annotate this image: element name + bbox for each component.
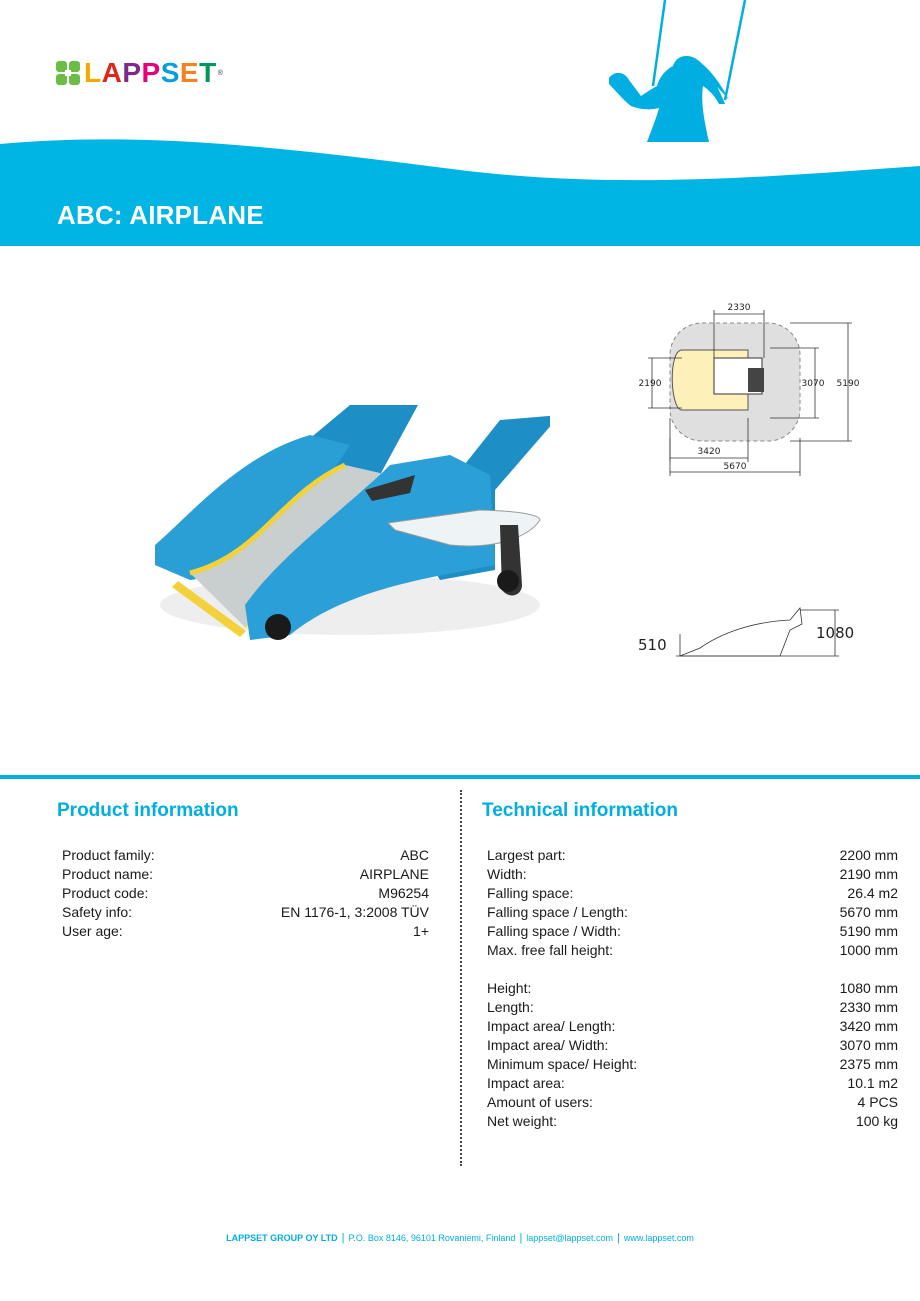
info-value: 2375 mm [839,1056,898,1072]
info-row [487,1093,898,1112]
side-right-dim-label: 1080 [816,624,855,642]
trademark-symbol: ® [217,69,223,77]
info-label: Net weight: [487,1113,558,1129]
clover-icon [56,61,80,85]
info-row [62,846,429,865]
info-value: 5670 mm [839,904,898,920]
info-row [487,1017,898,1036]
logo-letter: E [179,57,200,88]
logo-letter: T [199,57,217,88]
info-row [487,1112,898,1131]
logo-letter: L [84,57,102,88]
info-label: Impact area/ Length: [487,1018,616,1034]
info-row [62,884,429,903]
logo-letter: P [141,57,161,88]
footer-address: P.O. Box 8146, 96101 Rovaniemi, Finland [348,1233,516,1243]
info-row [62,865,429,884]
info-row [62,903,429,922]
info-value: 10.1 m2 [847,1075,898,1091]
spacer-row [487,960,898,979]
page-title: ABC: AIRPLANE [57,200,264,230]
footer: LAPPSET GROUP OY LTD | P.O. Box 8146, 96101 Rovaniemi, Finland | lappset@lappset.com | www.lappset.com [226,1232,694,1244]
info-label: Length: [487,999,534,1015]
info-label: Max. free fall height: [487,942,614,958]
plan-top-dim-label: 2330 [727,303,751,313]
info-row [487,865,898,884]
info-label: Falling space / Length: [487,904,628,920]
footer-email-link[interactable]: lappset@lappset.com [526,1233,613,1243]
info-label: Safety info: [62,904,133,920]
lappset-logo [56,58,223,88]
info-label: Product name: [62,866,154,882]
logo-letter: S [160,57,180,88]
plan-bottom-outer-dim-label: 5670 [723,462,747,472]
info-value: 5190 mm [839,923,898,939]
info-value: ABC [400,847,429,863]
info-value: 2190 mm [839,866,898,882]
product-info-heading: Product information [57,800,239,821]
info-value: 1+ [413,923,429,939]
info-row [487,941,898,960]
info-value: 4 PCS [857,1094,898,1110]
logo-letter: P [122,57,142,88]
info-row [487,846,898,865]
info-value: EN 1176-1, 3:2008 TÜV [280,904,429,920]
info-value: 26.4 m2 [847,885,898,901]
info-value: 3420 mm [839,1018,898,1034]
info-row [487,1036,898,1055]
info-row [487,979,898,998]
airplane-slide-render [150,395,550,655]
technical-info-table [487,846,898,1131]
logo-letter: A [101,57,123,88]
side-left-dim-label: 510 [638,636,667,654]
footer-company: LAPPSET GROUP OY LTD [226,1233,338,1243]
info-label: User age: [62,923,123,939]
plan-right-inner-dim-label: 3070 [801,379,825,389]
info-label: Width: [487,866,527,882]
info-label: Amount of users: [487,1094,593,1110]
technical-info-heading: Technical information [482,800,679,821]
info-label: Impact area: [487,1075,565,1091]
column-divider [460,790,462,1166]
plan-bottom-inner-dim-label: 3420 [697,447,721,457]
footer-website-link[interactable]: www.lappset.com [623,1233,694,1243]
info-row [487,884,898,903]
info-label: Largest part: [487,847,566,863]
info-value: 1000 mm [839,942,898,958]
product-info-table [62,846,429,941]
info-label: Product family: [62,847,155,863]
swing-girl-illustration [595,0,755,142]
info-value: M96254 [378,885,429,901]
section-divider [0,775,920,779]
info-row [487,998,898,1017]
info-label: Falling space: [487,885,574,901]
info-row [487,1074,898,1093]
side-view-drawing [630,600,870,662]
plan-view-drawing [630,298,870,478]
logo-wordmark [84,58,217,88]
info-row [487,903,898,922]
info-row [487,1055,898,1074]
info-label: Falling space / Width: [487,923,621,939]
plan-left-dim-label: 2190 [638,379,662,389]
info-label: Impact area/ Width: [487,1037,609,1053]
info-value: 2200 mm [839,847,898,863]
info-label: Product code: [62,885,149,901]
info-value: AIRPLANE [359,866,429,882]
info-row [487,922,898,941]
info-value: 1080 mm [839,980,898,996]
info-value: 100 kg [855,1113,898,1129]
info-label: Minimum space/ Height: [487,1056,638,1072]
info-row [62,922,429,941]
info-value: 2330 mm [839,999,898,1015]
plan-right-outer-dim-label: 5190 [836,379,860,389]
info-label: Height: [487,980,532,996]
info-value: 3070 mm [839,1037,898,1053]
